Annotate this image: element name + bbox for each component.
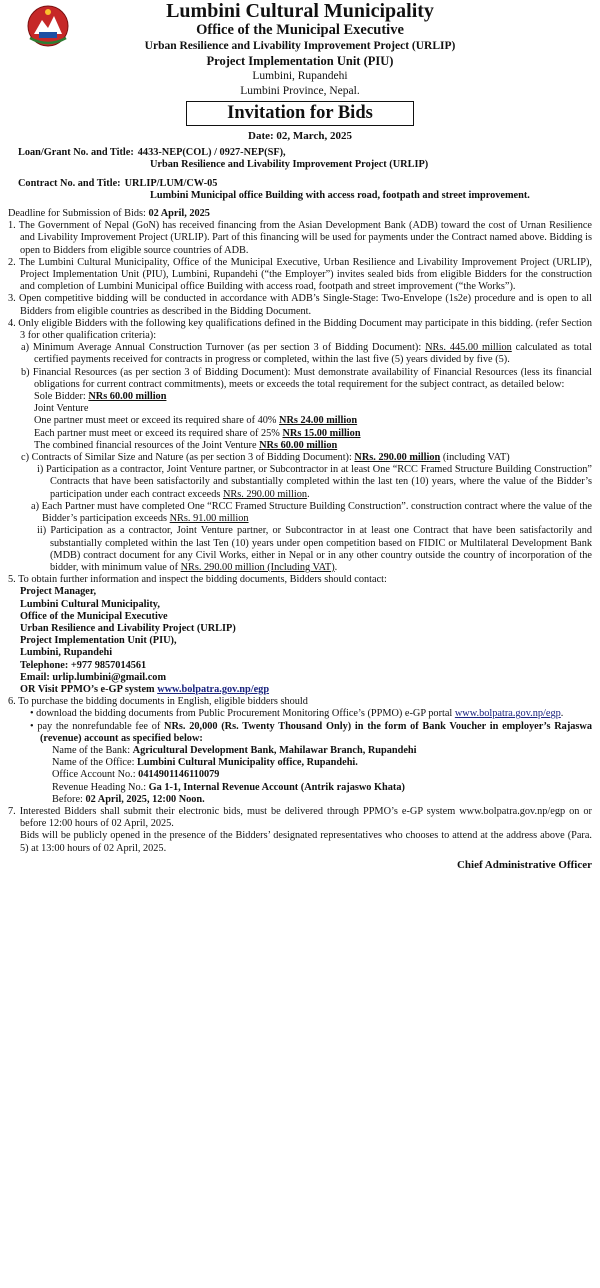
contact-email: Email: urlip.lumbini@gmail.com: [20, 671, 167, 683]
paragraph-7b: Bids will be publicly opened in the presence of the Bidders’ designated representatives who chooses to attend at the address above (Para. 5) at 13:00 hours of 02 April, 2025.: [20, 830, 592, 854]
similar-contract-amount: NRs. 290.00 million: [354, 452, 441, 464]
loan-label: Loan/Grant No. and Title:: [18, 147, 134, 159]
office-title: Office of the Municipal Executive: [196, 22, 404, 38]
turnover-amount: NRs. 445.00 million: [425, 342, 512, 354]
sole-bidder-amount: NRs 60.00 million: [88, 391, 167, 403]
before-line: [52, 794, 592, 806]
egp-link[interactable]: www.bolpatra.gov.np/egp: [157, 683, 270, 695]
qualification-c-i-amount: NRs. 290.00 million: [222, 488, 308, 500]
jv-line-1-amount: NRs 24.00 million: [279, 415, 358, 427]
paragraph-6: 6. To purchase the bidding documents in English, eligible bidders should: [8, 696, 308, 708]
revenue-value: Ga 1-1, Internal Revenue Account (Antrik rajaswo Khata): [148, 781, 405, 793]
revenue-label: Revenue Heading No.:: [52, 781, 149, 793]
contact-phone: Telephone: +977 9857014561: [20, 659, 147, 671]
bank-name-line: [52, 745, 592, 757]
contact-block: [8, 586, 592, 696]
bank-name-value: Agricultural Development Bank, Mahilawar Branch, Rupandehi: [132, 744, 417, 756]
fee-bullet-text: • pay the nonrefundable fee of: [30, 720, 165, 732]
contact-line-6: Lumbini, Rupandehi: [20, 647, 113, 659]
office-name-line: [52, 757, 592, 769]
qualification-c-a-amount: NRs. 91.00 million: [169, 513, 249, 525]
address-line-1: Lumbini, Rupandehi: [252, 70, 348, 82]
loan-value-2: Urban Resilience and Livability Improvement Project (URLIP): [150, 159, 429, 171]
jv-line-3: [34, 440, 592, 452]
signature: Chief Administrative Officer: [456, 858, 592, 871]
account-value: 0414901146110079: [138, 769, 220, 781]
paragraph-1: 1. The Government of Nepal (GoN) has received financing from the Asian Development Bank (ADB) toward the cost of Urnan Resilience and Livability Improvement Project (URLIP). Part of this financing will be used for payments under the Contract named above. Bidding is open to Bidders from eligible source countries of ADB.: [8, 220, 592, 256]
joint-venture-heading: Joint Venture: [34, 403, 89, 415]
qualification-c-a-text: a) Each Partner must have completed One “RCC Framed Structure Building Construction”. construction contract where the value of the Bidder’s participation exceeds: [31, 500, 592, 525]
bank-details: [8, 745, 592, 806]
municipality-title: Lumbini Cultural Municipality: [166, 0, 434, 22]
download-bullet-end: .: [560, 708, 564, 720]
loan-value-1: 4433-NEP(COL) / 0927-NEP(SF),: [137, 147, 286, 159]
download-bullet-text: • download the bidding documents from Public Procurement Monitoring Office’s (PPMO) e-GP portal: [30, 708, 455, 720]
qualification-c-ii-end: .: [334, 561, 338, 573]
piu-title: Project Implementation Unit (PIU): [206, 54, 394, 68]
sole-bidder-label: Sole Bidder:: [34, 391, 89, 403]
deadline-label: Deadline for Submission of Bids:: [8, 208, 149, 220]
contact-line-4: Urban Resilience and Livability Project (URLIP): [20, 622, 236, 634]
paragraph-4: 4. Only eligible Bidders with the following key qualifications defined in the Bidding Document may participate in this bidding. (refer Section 3 for other qualification criteria):: [8, 317, 592, 342]
jv-line-3-label: The combined financial resources of the Joint Venture: [34, 439, 260, 451]
jv-line-2-label: Each partner must meet or exceed its required share of 25%: [34, 427, 283, 439]
contact-line-2: Lumbini Cultural Municipality,: [20, 598, 160, 610]
qualification-c-ii-text: ii) Participation as a contractor, Joint Venture partner, or Subcontractor in at least one Contract that have been satisfactorily and substantially completed within the last Ten (10) years under open competition based on FIDIC or Multilateral Development Bank (MDB) contract document for any Civil Works, either in Nepal or in any other country outside the country of incorporation of the bidder, with minimum value of: [37, 525, 592, 573]
contact-line-5: Project Implementation Unit (PIU),: [20, 635, 177, 647]
qualification-c-i: [8, 464, 592, 501]
paragraph-5: 5. To obtain further information and inspect the bidding documents, Bidders should contact:: [8, 574, 387, 586]
account-line: [52, 769, 592, 781]
contact-visit: [20, 684, 592, 696]
contract-label: Contract No. and Title:: [18, 177, 121, 189]
download-bullet: [8, 708, 592, 720]
sole-bidder-line: [34, 391, 592, 403]
fee-bullet: [8, 721, 592, 745]
contract-value-1: URLIP/LUM/CW-05: [124, 177, 218, 189]
loan-section: [8, 147, 592, 159]
qualification-c-i-text: i) Participation as a contractor, Joint Venture partner, or Subcontractor in at least One “RCC Framed Structure Building Construction” Contracts that have been satisfactorily and substantially completed within the last ten (10) years, where the value of the Bidder’s participation under each contract exceeds: [37, 464, 592, 500]
qualification-b: b) Financial Resources (as per section 3 of Bidding Document): Must demonstrate availability of Financial Resources (less its financial obligations for current contract commitments), meets or exceeds the total requirement for the subject contract, as detailed below:: [21, 366, 592, 390]
jv-line-3-amount: NRs 60.00 million: [259, 439, 338, 451]
revenue-line: [52, 782, 592, 794]
notice-date: Date: 02, March, 2025: [248, 130, 352, 142]
office-name-label: Name of the Office:: [52, 757, 138, 769]
qualification-c-text: c) Contracts of Similar Size and Nature (as per section 3 of Bidding Document):: [21, 452, 355, 464]
jv-line-1-label: One partner must meet or exceed its required share of 40%: [34, 415, 280, 427]
paragraph-3: 3. Open competitive bidding will be conducted in accordance with ADB’s Single-Stage: Two-Envelope (1s2e) procedure and is open to all Bidders from eligible countries as described in the Bidding Document.: [8, 293, 592, 317]
financial-resources: [8, 391, 592, 452]
project-title: Urban Resilience and Livability Improvement Project (URLIP): [144, 40, 456, 52]
qualification-c-ii-amount: NRs. 290.00 million (Including VAT): [180, 561, 335, 573]
qualification-a-text-end: calculated as total certified payments received for contracts in progress or completed, within the last five (5) years divided by five (5).: [34, 342, 592, 366]
paragraph-7: 7. Interested Bidders shall submit their electronic bids, must be delivered through PPMO’s e-GP system www.bolpatra.gov.np/egp on or before 12:00 hours of 02 April, 2025.: [8, 805, 592, 830]
jv-line-2: [34, 428, 592, 440]
contract-value-2: Lumbini Municipal office Building with access road, footpath and street improvement.: [150, 189, 530, 201]
contract-section: [8, 178, 592, 190]
qualification-a-text: a) Minimum Average Annual Construction Turnover (as per section 3 of Bidding Document):: [21, 342, 426, 354]
fee-bullet-amount: NRs. 20,000 (Rs. Twenty Thousand Only) in the form of Bank Voucher in employer’s Rajaswa (revenue) account as specified below:: [40, 720, 592, 744]
office-name-value: Lumbini Cultural Municipality office, Rupandehi.: [137, 757, 358, 769]
contact-visit-label: OR Visit PPMO’s e-GP system: [20, 683, 158, 695]
jv-line-1: [34, 415, 592, 427]
qualification-c-a: [8, 501, 592, 525]
before-label: Before:: [52, 793, 86, 805]
egp-portal-link[interactable]: www.bolpatra.gov.np/egp: [454, 708, 561, 720]
notice-banner: Invitation for Bids: [186, 101, 414, 126]
bank-name-label: Name of the Bank:: [52, 744, 133, 756]
jv-line-2-amount: NRs 15.00 million: [282, 427, 361, 439]
deadline-value: 02 April, 2025: [148, 208, 210, 220]
qualification-c-text-end: (including VAT): [440, 452, 510, 464]
contact-line-1: Project Manager,: [20, 586, 97, 598]
before-value: 02 April, 2025, 12:00 Noon.: [85, 793, 205, 805]
qualification-c-ii: [8, 525, 592, 574]
account-label: Office Account No.:: [52, 769, 139, 781]
qualification-a: [8, 342, 592, 366]
contact-line-3: Office of the Municipal Executive: [20, 610, 168, 622]
deadline: [8, 208, 592, 220]
nepal-emblem-logo: [26, 4, 70, 48]
address-line-2: Lumbini Province, Nepal.: [240, 84, 360, 97]
qualification-c: [8, 452, 592, 464]
paragraph-2: 2. The Lumbini Cultural Municipality, Office of the Municipal Executive, Urban Resilience and Livability Improvement Project (URLIP), Project Implementation Unit (PIU), Lumbini, Rupandehi (“the Employer”) invites sealed bids from eligible Bidders for the construction and completion of Lumbini Municipal office Building with access road, footpath and street improvement (“the Works”).: [8, 256, 592, 293]
qualification-c-i-end: .: [307, 488, 310, 500]
